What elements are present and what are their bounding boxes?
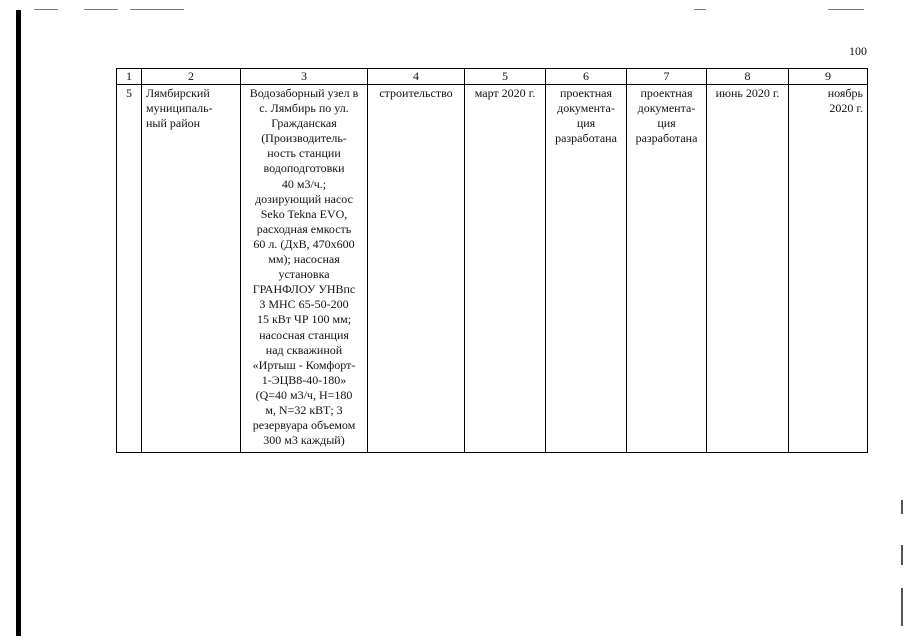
header-row <box>117 69 868 85</box>
status-cell: проектная документа- ция разработана <box>546 85 627 453</box>
date-cell: июнь 2020 г. <box>707 85 789 453</box>
header-cell: 6 <box>546 69 627 85</box>
header-cell: 4 <box>368 69 465 85</box>
binding-edge <box>16 10 21 636</box>
row-number: 5 <box>117 85 142 453</box>
scan-artifact <box>901 500 903 514</box>
header-cell: 2 <box>142 69 241 85</box>
scan-artifact <box>901 545 903 565</box>
status-cell: проектная документа- ция разработана <box>627 85 707 453</box>
district-cell: Лямбирский муниципаль- ный район <box>142 85 241 453</box>
header-cell: 9 <box>789 69 868 85</box>
end-date-cell: ноябрь 2020 г. <box>789 85 868 453</box>
work-type-cell: строительство <box>368 85 465 453</box>
scan-artifact <box>34 9 58 10</box>
scan-artifact <box>694 9 706 10</box>
table-row <box>117 85 868 453</box>
page-number: 100 <box>849 44 867 58</box>
header-cell: 1 <box>117 69 142 85</box>
object-description-cell: Водозаборный узел в с. Лямбирь по ул. Гражданская (Производитель- ность станции водоподготовки 40 м3/ч.; дозирующий насос Seko Tekna EVO, расходная емкость 60 л. (ДхВ, 470х600 мм); насосная установка ГРАНФЛОУ УНВпс 3 МНС 65-50-200 15 кВт ЧР 100 мм; насосная станция над скважиной «Иртыш - Комфорт- 1-ЭЦВ8-40-180» (Q=40 м3/ч, Н=180 м, N=32 кВТ; 3 резервуара объемом 300 м3 каждый) <box>241 85 368 453</box>
header-cell: 8 <box>707 69 789 85</box>
scan-artifact <box>828 9 864 10</box>
header-cell: 3 <box>241 69 368 85</box>
project-table <box>116 68 868 453</box>
start-date-cell: март 2020 г. <box>465 85 546 453</box>
scan-artifact <box>84 9 118 10</box>
header-cell: 5 <box>465 69 546 85</box>
header-cell: 7 <box>627 69 707 85</box>
scan-artifact <box>901 588 903 626</box>
scan-artifact <box>130 9 184 10</box>
